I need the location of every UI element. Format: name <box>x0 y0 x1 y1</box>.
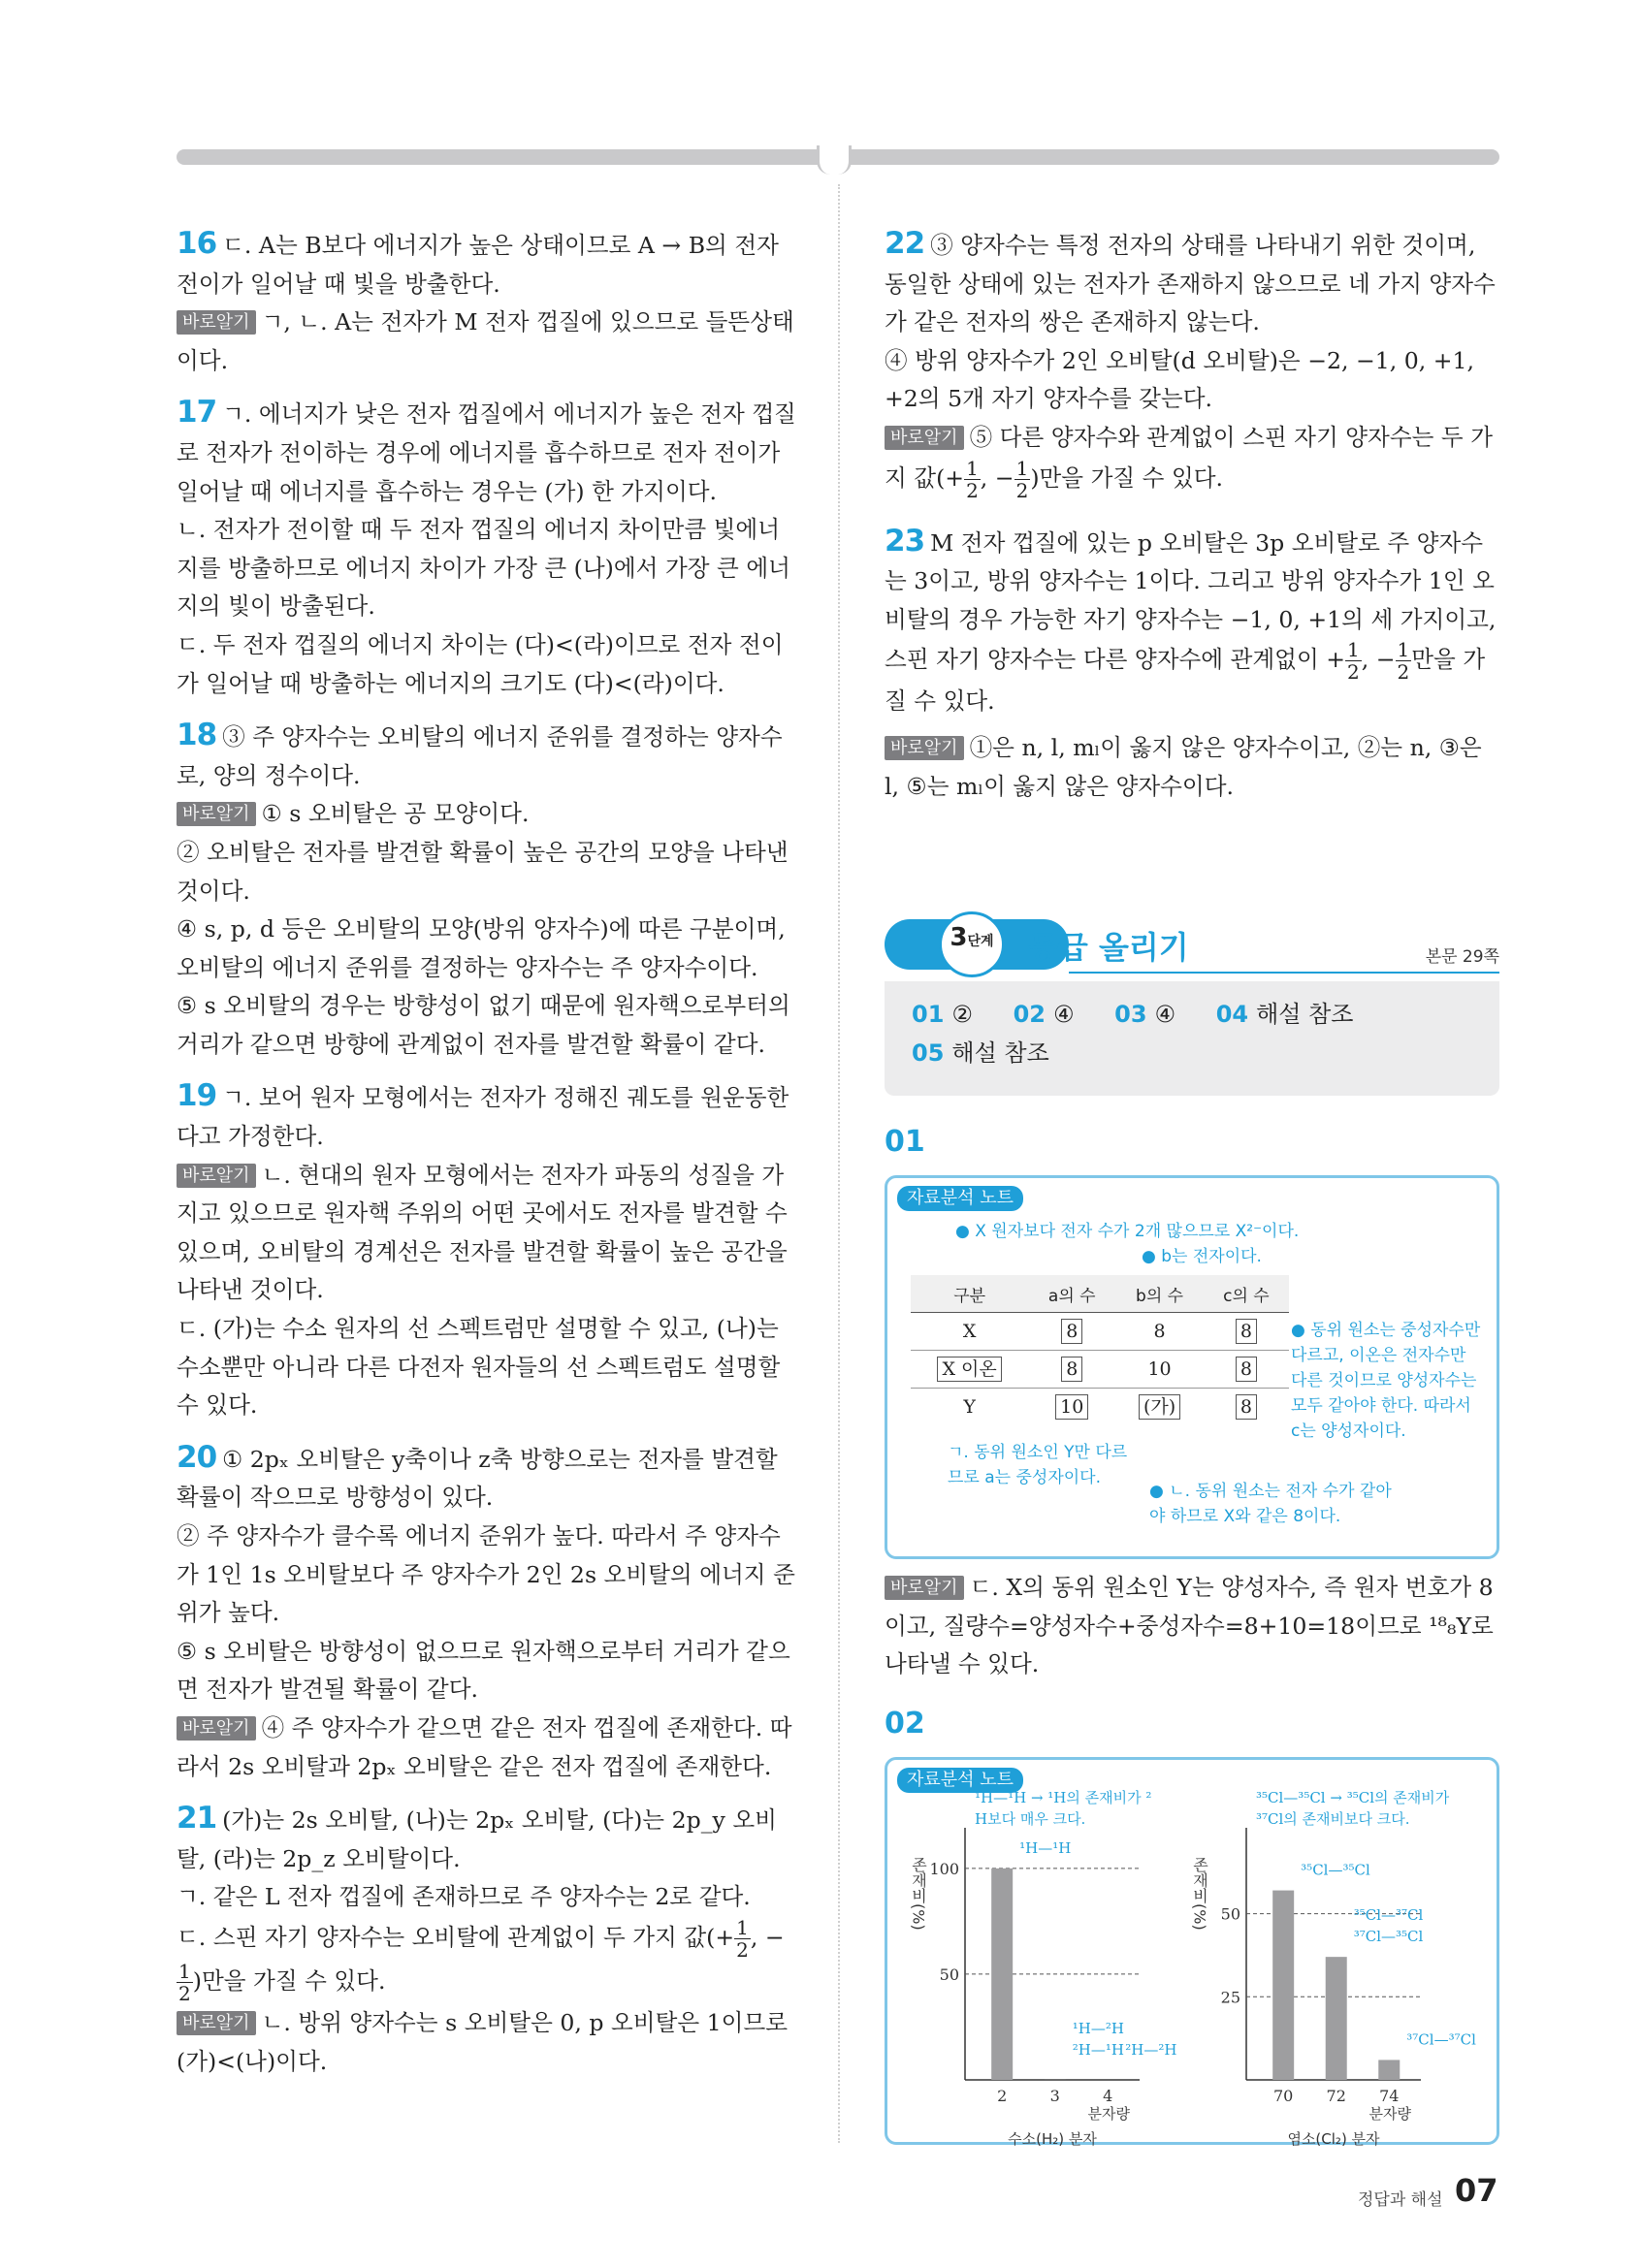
question-number: 21 <box>177 1801 217 1837</box>
fraction: $\frac{1}{2}$ <box>178 1959 191 2005</box>
table-cell: 8 <box>1115 1313 1204 1351</box>
column-divider <box>838 184 840 2143</box>
problem-number: 01 <box>885 1125 925 1159</box>
answer-text: M 전자 껍질에 있는 p 오비탈은 3p 오비탈로 주 양자수는 3이고, 방위 양자수는 1이다. 그리고 방위 양자수가 1인 오비탈의 경우 가능한 자기 양자수는 −1, 0, +1의 세 가지이고, 스핀 자기 양자수는 다른 양자수에 관계없이 + <box>885 528 1497 674</box>
correction-badge: 바로알기 <box>177 310 256 335</box>
answer-text: ①은 n, l, mₗ이 옳지 않은 양자수이고, ②는 n, ③은 l, ⑤는 mₗ이 옳지 않은 양자수이다. <box>885 733 1482 800</box>
answer-text: ⑤ 다른 양자수와 관계없이 스핀 자기 양자수는 두 가지 값(+ <box>885 423 1493 492</box>
table-cell: 8 <box>1028 1313 1115 1351</box>
question-number: 19 <box>177 1078 217 1114</box>
correction-badge: 바로알기 <box>885 736 964 760</box>
answer-text: ② 오비탈은 전자를 발견할 확률이 높은 공간의 모양을 나타낸 것이다. <box>177 838 789 905</box>
bar-annotation: ³⁷Cl—³⁵Cl <box>1353 1928 1424 1946</box>
bar-annotation: ¹H—²H <box>1072 2020 1124 2037</box>
y-axis-label: 존재비(%) <box>1190 1857 1209 1931</box>
bar <box>991 1869 1013 2080</box>
page-reference: 본문 29쪽 <box>1425 947 1499 967</box>
bar <box>1378 2060 1400 2080</box>
chart-annotation: ¹H—¹H → ¹H의 존재비가 ² <box>975 1789 1152 1806</box>
left-column <box>177 225 797 2081</box>
table-cell: 10 <box>1028 1389 1115 1426</box>
table-cell: 8 <box>1028 1351 1115 1389</box>
bar <box>1272 1891 1294 2080</box>
answer-22 <box>885 225 1499 501</box>
x-tick-label: 4 <box>1103 2087 1113 2105</box>
table-row <box>911 1351 1289 1389</box>
correction-badge: 바로알기 <box>177 2011 256 2035</box>
answer-text: ① 2pₓ 오비탈은 y축이나 z축 방향으로는 전자를 발견할 확률이 작으므로 방향성이 있다. <box>177 1445 778 1512</box>
annotation-proton: ● 동위 원소는 중성자수만 다르고, 이온은 전자수만 다른 것이므로 양성자수는 모두 같아야 한다. 따라서 c는 양성자이다. <box>1291 1321 1481 1441</box>
y-tick-label: 50 <box>1220 1904 1240 1924</box>
table-cell: X 이온 <box>911 1351 1028 1389</box>
answer-item: 05 해설 참조 <box>912 1039 1049 1067</box>
fraction: $\frac{1}{2}$ <box>1397 638 1410 685</box>
chart-annotation: ³⁵Cl—³⁵Cl → ³⁵Cl의 존재비가 <box>1256 1789 1450 1806</box>
x-axis-label: 분자량 <box>1368 2105 1411 2123</box>
question-number: 22 <box>885 226 925 261</box>
question-number: 17 <box>177 395 217 431</box>
answer-21: 21 (가)는 2s 오비탈, (나)는 2pₓ 오비탈, (다)는 2p_y 오비탈, (라)는 2p_z 오비탈이다. ㄱ. 같은 L 전자 껍질에 존재하므로 주 양자수는 2로 같다. ㄷ. 스핀 자기 양자수는 오비탈에 관계없이 두 가지 값(+ $\frac{1}{2}$ , − $\frac{1}{2}$ )만을 가질 수 있다. 바로알기 ㄴ. 방위 양자수는 s 오비탈은 0, p 오비탈은 1이므로 (가)<(나)이다. <box>177 1800 797 2081</box>
answer-text: , − <box>1361 646 1396 674</box>
answer-text: ⑤ s 오비탈은 방향성이 없으므로 원자핵으로부터 거리가 같으면 전자가 발견될 확률이 같다. <box>177 1637 790 1704</box>
answer-item: 04 해설 참조 <box>1215 1001 1354 1028</box>
bar-annotation: ³⁵Cl—³⁷Cl <box>1353 1906 1424 1925</box>
answer-item: 02 ④ <box>1013 1001 1075 1028</box>
question-number: 20 <box>177 1439 217 1475</box>
problem-number: 02 <box>885 1707 925 1741</box>
bar-annotation: ³⁵Cl—³⁵Cl <box>1301 1861 1370 1879</box>
answer-text: ㄷ. A는 B보다 에너지가 높은 상태이므로 A → B의 전자 전이가 일어날 때 빛을 방출한다. <box>177 232 779 298</box>
x-tick-label: 72 <box>1326 2087 1346 2105</box>
analysis-note-tag: 자료분석 노트 <box>897 1186 1023 1211</box>
x-tick-label: 3 <box>1049 2087 1060 2105</box>
answer-item: 03 ④ <box>1114 1001 1176 1028</box>
correction-badge: 바로알기 <box>177 802 256 826</box>
chart-annotation: H보다 매우 크다. <box>975 1810 1086 1828</box>
answer-text: ② 주 양자수가 클수록 에너지 준위가 높다. 따라서 주 양자수가 1인 1s 오비탈보다 주 양자수가 2인 2s 오비탈의 에너지 준위가 높다. <box>177 1522 795 1627</box>
question-number: 18 <box>177 718 217 753</box>
answer-text: ㄱ. 보어 원자 모형에서는 전자가 정해진 궤도를 원운동한다고 가정한다. <box>177 1084 789 1151</box>
answer-text: ㄱ. 에너지가 낮은 전자 껍질에서 에너지가 높은 전자 껍질로 전자가 전이하는 경우에 에너지를 흡수하므로 전자 전이가 일어날 때 에너지를 흡수하는 경우는 (가) 한 가지이다. <box>177 400 796 505</box>
y-tick-label: 50 <box>939 1965 959 1984</box>
answer-text: ㄱ. 같은 L 전자 껍질에 존재하므로 주 양자수는 2로 같다. <box>177 1883 751 1911</box>
fraction: $\frac{1}{2}$ <box>1015 456 1029 502</box>
table-cell: (가) <box>1115 1389 1204 1426</box>
table-cell: 8 <box>1204 1351 1289 1389</box>
answer-text: ④ s, p, d 등은 오비탈의 모양(방위 양자수)에 따른 구분이며, 오비탈의 에너지 준위를 결정하는 양자수는 주 양자수이다. <box>177 915 786 981</box>
answer-text: ㄱ, ㄴ. A는 전자가 M 전자 껍질에 있으므로 들뜬상태이다. <box>177 308 794 374</box>
table-cell: X <box>911 1313 1028 1351</box>
analysis-note-tag: 자료분석 노트 <box>897 1768 1023 1793</box>
answer-text: ⑤ s 오비탈의 경우는 방향성이 없기 때문에 원자핵으로부터의 거리가 같으면 방향에 관계없이 전자를 발견할 확률이 같다. <box>177 992 790 1058</box>
answer-text: (가)는 2s 오비탈, (나)는 2pₓ 오비탈, (다)는 2p_y 오비탈, (라)는 2p_z 오비탈이다. <box>177 1806 777 1872</box>
answer-18 <box>177 717 797 1064</box>
question-number: 23 <box>885 523 925 559</box>
bar <box>1326 1957 1347 2080</box>
answer-01-correction <box>885 1569 1499 1684</box>
chart-annotation: ³⁷Cl의 존재비보다 크다. <box>1256 1810 1410 1828</box>
correction-badge: 바로알기 <box>177 1164 256 1188</box>
answer-text: ④ 주 양자수가 같으면 같은 전자 껍질에 존재한다. 따라서 2s 오비탈과 2pₓ 오비탈은 같은 전자 껍질에 존재한다. <box>177 1713 792 1780</box>
annotation-neutron: ㄱ. 동위 원소인 Y만 다르므로 a는 중성자이다. <box>948 1443 1128 1487</box>
correction-badge: 바로알기 <box>177 1716 256 1741</box>
table-cell: 8 <box>1204 1389 1289 1426</box>
table-cell: Y <box>963 1396 976 1418</box>
answer-item: 01 ② <box>912 1001 973 1028</box>
y-tick-label: 25 <box>1220 1988 1240 2007</box>
answer-text: , − <box>980 463 1014 492</box>
answer-text: ④ 방위 양자수가 2인 오비탈(d 오비탈)은 −2, −1, 0, +1, +2의 5개 자기 양자수를 갖는다. <box>885 346 1475 413</box>
bar-annotation: ²H—²H <box>1125 2041 1177 2059</box>
answer-text: ㄷ. X의 동위 원소인 Y는 양성자수, 즉 원자 번호가 8이고, 질량수=양성자수+중성자수=8+10=18이므로 ¹⁸₈Y로 나타낼 수 있다. <box>885 1574 1494 1678</box>
fraction: $\frac{1}{2}$ <box>1347 638 1360 685</box>
correction-badge: 바로알기 <box>885 426 964 450</box>
top-decoration-notch <box>817 145 852 175</box>
table-row <box>911 1389 1289 1426</box>
table-header: c의 수 <box>1204 1275 1289 1313</box>
particle-table <box>911 1275 1289 1425</box>
answer-text: ㄷ. (가)는 수소 원자의 선 스펙트럼만 설명할 수 있고, (나)는 수소뿐만 아니라 다른 다전자 원자들의 선 스펙트럼도 설명할 수 있다. <box>177 1315 781 1420</box>
annotation-electron-count: ● ㄴ. 동위 원소는 전자 수가 같아야 하므로 X와 같은 8이다. <box>1149 1482 1392 1526</box>
isotope-charts <box>887 1789 1497 2148</box>
stage-title: 등급 올리기 <box>1028 929 1189 966</box>
answer-text: − <box>764 1923 785 1951</box>
analysis-note-box-02 <box>885 1757 1499 2148</box>
answer-text: ③ 주 양자수는 오비탈의 에너지 준위를 결정하는 양자수로, 양의 정수이다. <box>177 723 783 789</box>
stage-underline <box>1069 972 1499 974</box>
y-axis-label: 존재비(%) <box>909 1857 928 1931</box>
stage-number: 3단계 <box>950 923 994 952</box>
answer-text: ① s 오비탈은 공 모양이다. <box>261 800 530 828</box>
answer-17 <box>177 394 797 703</box>
correction-badge: 바로알기 <box>885 1576 964 1600</box>
annotation-b-electron: ● b는 전자이다. <box>1142 1247 1262 1266</box>
answer-text: )만을 가질 수 있다. <box>1030 463 1224 492</box>
answer-19 <box>177 1077 797 1424</box>
bar-annotation: ²H—¹H <box>1072 2041 1124 2059</box>
answer-text: ㄷ. 두 전자 껍질의 에너지 차이는 (다)<(라)이므로 전자 전이가 일어날 때 방출하는 에너지의 크기도 (다)<(라)이다. <box>177 630 784 697</box>
answer-23 <box>885 523 1499 807</box>
answer-text: ㄴ. 전자가 전이할 때 두 전자 껍질의 에너지 차이만큼 빛에너지를 방출하므로 에너지 차이가 가장 큰 (나)에서 가장 큰 에너지의 빛이 방출된다. <box>177 516 790 621</box>
answer-20 <box>177 1439 797 1786</box>
bar-annotation: ³⁷Cl—³⁷Cl <box>1406 2030 1476 2049</box>
x-axis-label: 분자량 <box>1087 2105 1130 2123</box>
table-row <box>911 1313 1289 1351</box>
table-header: a의 수 <box>1028 1275 1115 1313</box>
answer-text: ③ 양자수는 특정 전자의 상태를 나타내기 위한 것이며, 동일한 상태에 있는 전자가 존재하지 않으므로 네 가지 양자수가 같은 전자의 쌍은 존재하지 않는다. <box>885 232 1496 336</box>
right-column <box>885 225 1499 806</box>
table-header: b의 수 <box>1115 1275 1204 1313</box>
table-cell: 10 <box>1115 1351 1204 1389</box>
answer-key-box <box>885 981 1499 1096</box>
fraction: $\frac{1}{2}$ <box>966 456 979 502</box>
analysis-note-box-01 <box>885 1175 1499 1559</box>
question-number: 16 <box>177 226 217 261</box>
fraction: $\frac{1}{2}$ <box>736 1915 749 1962</box>
x-tick-label: 70 <box>1273 2087 1294 2105</box>
annotation-x-ion: ● X 원자보다 전자 수가 2개 많으므로 X²⁻이다. <box>955 1222 1300 1241</box>
y-tick-label: 100 <box>929 1859 959 1878</box>
stage-banner <box>885 911 1499 974</box>
answer-text: 만을 가질 수 있다. <box>885 646 1486 716</box>
chart-title: 염소(Cl₂) 분자 <box>1287 2130 1380 2148</box>
footer-section-label: 정답과 해설 <box>1358 2190 1443 2210</box>
bar-annotation: ¹H—¹H <box>1019 1838 1072 1857</box>
x-tick-label: 74 <box>1379 2087 1400 2105</box>
answer-text: )만을 가질 수 있다. <box>192 1966 386 1995</box>
answer-16 <box>177 225 797 380</box>
answer-text: ㄴ. 방위 양자수는 s 오비탈은 0, p 오비탈은 1이므로 (가)<(나)이다. <box>177 2008 789 2075</box>
page-number: 07 <box>1455 2172 1498 2209</box>
answer-text: ㄴ. 현대의 원자 모형에서는 전자가 파동의 성질을 가지고 있으므로 원자핵 주위의 어떤 곳에서도 전자를 발견할 수 있으며, 오비탈의 경계선은 전자를 발견할 확률이 높은 공간을 나타낸 것이다. <box>177 1161 788 1304</box>
x-tick-label: 2 <box>997 2087 1008 2105</box>
answer-text: ㄷ. 스핀 자기 양자수는 오비탈에 관계없이 두 가지 값(+ <box>177 1923 735 1951</box>
chart-title: 수소(H₂) 분자 <box>1008 2130 1097 2148</box>
table-cell: 8 <box>1204 1313 1289 1351</box>
table-header: 구분 <box>911 1275 1028 1313</box>
